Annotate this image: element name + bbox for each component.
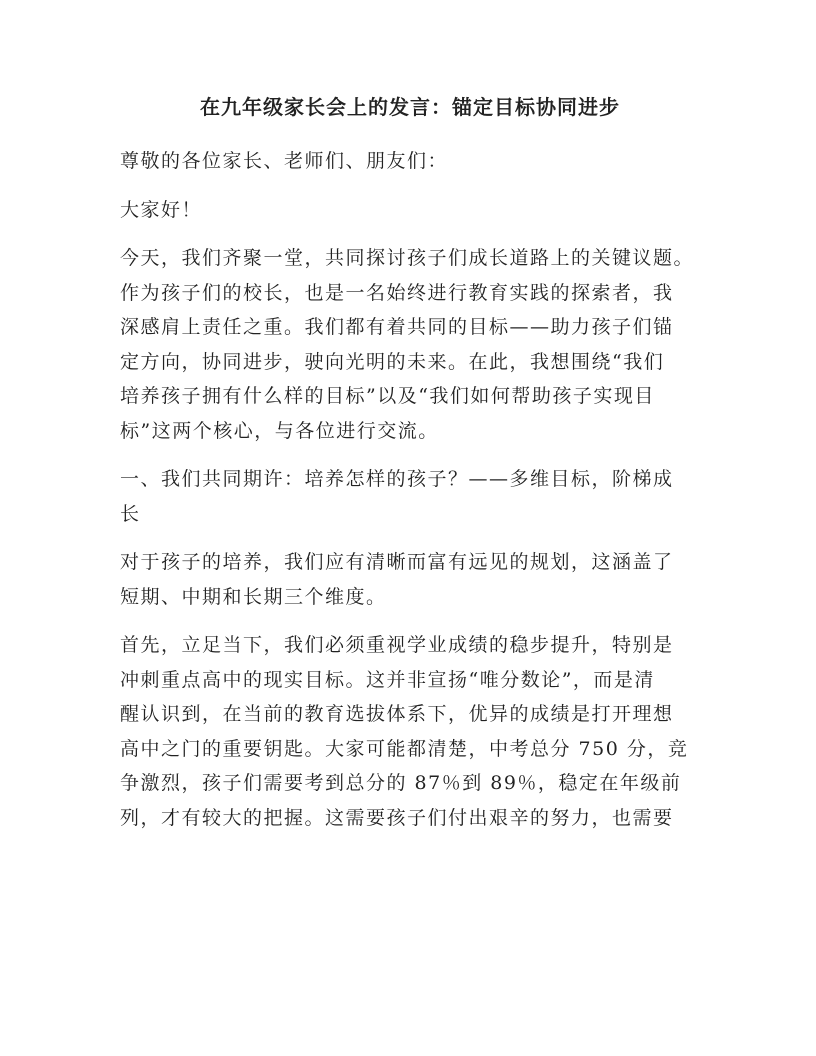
salutation bbox=[120, 144, 700, 179]
paragraph-planning bbox=[120, 545, 700, 614]
intro-line: 标”这两个核心，与各位进行交流。 bbox=[120, 419, 439, 442]
paragraph-line: 短期、中期和长期三个维度。 bbox=[120, 585, 387, 608]
paragraph-first-goal bbox=[120, 628, 700, 835]
paragraph-line: 争激烈，孩子们需要考到总分的 87％到 89％，稳定在年级前 bbox=[120, 772, 682, 794]
intro-line: 培养孩子拥有什么样的目标”以及“我们如何帮助孩子实现目 bbox=[120, 385, 655, 407]
intro-line: 今天，我们齐聚一堂，共同探讨孩子们成长道路上的关键议题。 bbox=[120, 247, 695, 269]
paragraph-line: 列，才有较大的把握。这需要孩子们付出艰辛的努力，也需要 bbox=[120, 806, 674, 829]
greeting bbox=[120, 193, 700, 228]
paragraph-line: 高中之门的重要钥匙。大家可能都清楚，中考总分 750 分，竞 bbox=[120, 737, 689, 760]
paragraph-line: 对于孩子的培养，我们应有清晰而富有远见的规划，这涵盖了 bbox=[120, 551, 674, 573]
salutation-text: 尊敬的各位家长、老师们、朋友们： bbox=[120, 150, 449, 172]
section-heading bbox=[120, 462, 700, 531]
paragraph-line: 醒认识到，在当前的教育选拔体系下，优异的成绩是打开理想 bbox=[120, 703, 674, 725]
section-heading-line: 长 bbox=[120, 502, 141, 525]
intro-line: 深感肩上责任之重。我们都有着共同的目标——助力孩子们锚 bbox=[120, 316, 674, 338]
greeting-text: 大家好！ bbox=[120, 198, 203, 221]
paragraph-line: 首先，立足当下，我们必须重视学业成绩的稳步提升，特别是 bbox=[120, 634, 674, 656]
document-page bbox=[120, 90, 700, 849]
intro-paragraph bbox=[120, 241, 700, 448]
paragraph-line: 冲刺重点高中的现实目标。这并非宣扬“唯分数论”，而是清 bbox=[120, 668, 655, 691]
section-heading-line: 一、我们共同期许：培养怎样的孩子？——多维目标，阶梯成 bbox=[120, 468, 674, 490]
intro-line: 作为孩子们的校长，也是一名始终进行教育实践的探索者，我 bbox=[120, 281, 674, 304]
document-title: 在九年级家长会上的发言：锚定目标协同进步 bbox=[200, 95, 620, 119]
intro-line: 定方向，协同进步，驶向光明的未来。在此，我想围绕“我们 bbox=[120, 350, 665, 373]
